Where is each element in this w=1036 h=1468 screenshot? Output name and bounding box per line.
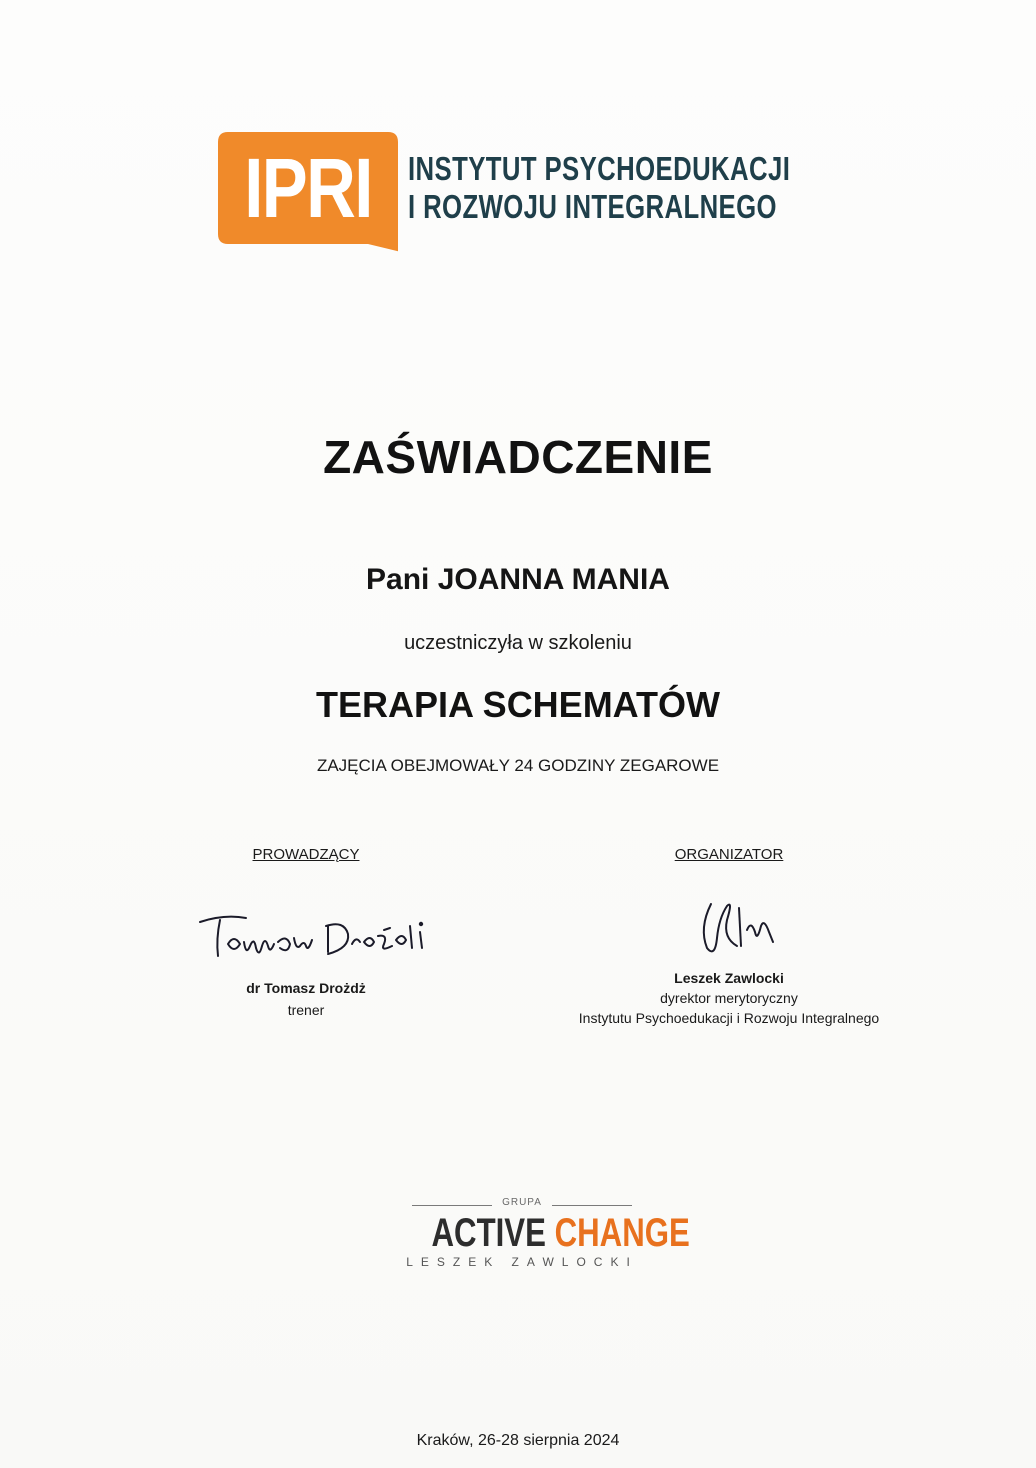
logo-rule-right <box>552 1205 632 1206</box>
organizer-institution: Instytutu Psychoedukacji i Rozwoju Integralnego <box>578 1010 880 1026</box>
participation-text: uczestniczyła w szkoleniu <box>404 632 632 654</box>
recipient-name: Pani JOANNA MANIA <box>366 563 670 596</box>
ipri-badge-text: IPRI <box>244 141 372 235</box>
course-hours: ZAJĘCIA OBEJMOWAŁY 24 GODZINY ZEGAROWE <box>316 756 720 775</box>
institute-name-line1: INSTYTUT PSYCHOEDUKACJI <box>408 150 791 187</box>
institute-name <box>408 150 790 226</box>
logo-wordmark <box>431 1211 690 1255</box>
trainer-heading: PROWADZĄCY <box>252 846 360 863</box>
certificate-title: ZAŚWIADCZENIE <box>323 431 713 483</box>
logo-word-active: ACTIVE <box>431 1211 546 1255</box>
logo-subtitle: LESZEK ZAWLOCKI <box>406 1255 638 1269</box>
ipri-logo <box>218 132 818 262</box>
trainer-name: dr Tomasz Drożdż <box>246 980 366 996</box>
logo-word-change: CHANGE <box>554 1211 690 1255</box>
trainer-role: trener <box>287 1002 325 1018</box>
course-title: TERAPIA SCHEMATÓW <box>316 684 720 725</box>
signature-block-organizer <box>552 846 906 1036</box>
logo-group-label: GRUPA <box>502 1197 542 1208</box>
organizer-heading: ORGANIZATOR <box>674 846 784 863</box>
institute-name-line2: I ROZWOJU INTEGRALNEGO <box>408 188 777 225</box>
trainer-signature <box>194 904 444 974</box>
organizer-name: Leszek Zawlocki <box>674 970 784 986</box>
organizer-signature <box>697 898 787 968</box>
place-and-date: Kraków, 26-28 sierpnia 2024 <box>416 1432 620 1449</box>
signature-block-trainer <box>156 846 456 1026</box>
organizer-role: dyrektor merytoryczny <box>660 990 798 1006</box>
active-change-logo <box>406 1197 690 1277</box>
